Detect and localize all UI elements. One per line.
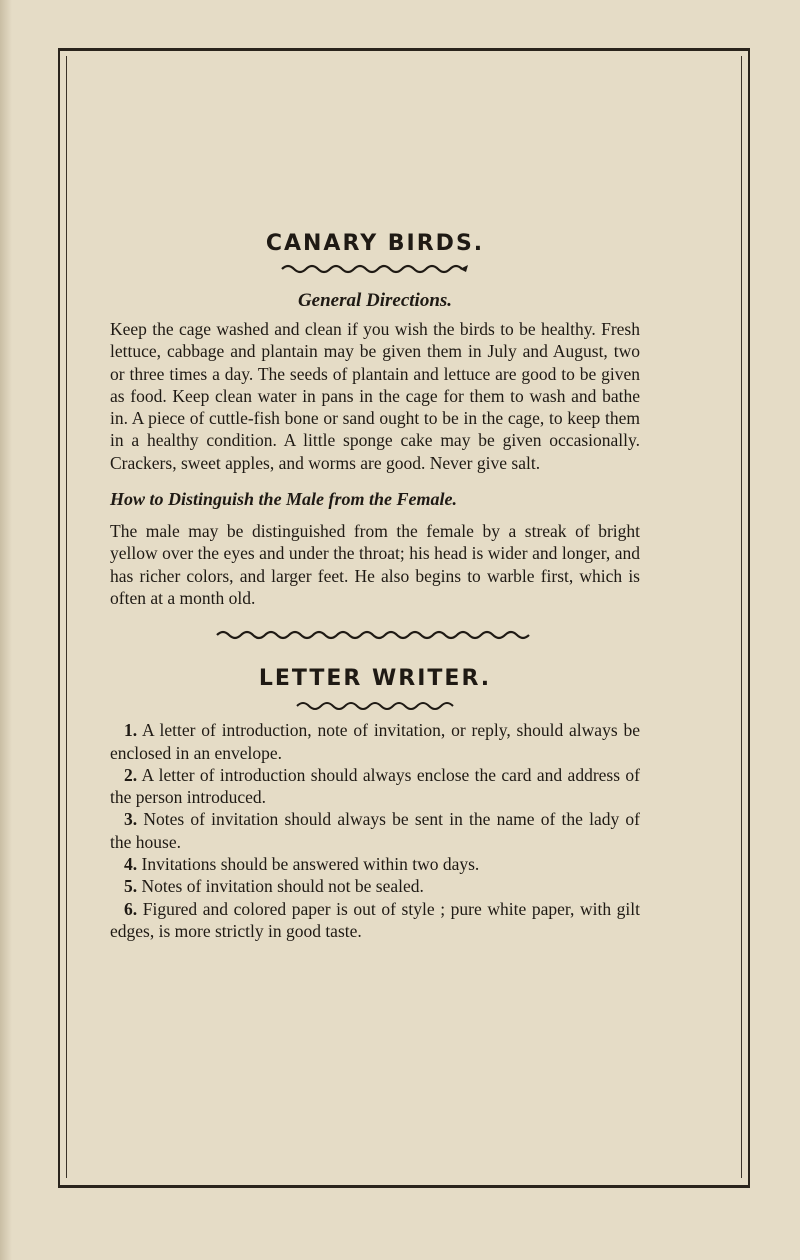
male-female-heading: How to Distinguish the Male from the Female.: [110, 489, 458, 510]
letter-writer-title: LETTER WRITER.: [258, 666, 492, 692]
general-directions-heading: General Directions.: [297, 290, 453, 311]
male-female-text: The male may be distinguished from the female by a streak of bright yellow over the eyes and under the throat; his head is wider and longer, and has richer colors, and larger feet. He also begins to warble first, which is often at a month old.: [110, 521, 640, 608]
page-content: [110, 228, 640, 942]
page-edge-shadow: [0, 0, 12, 1260]
letter-rules-list: [110, 719, 640, 942]
canary-title: CANARY BIRDS.: [265, 231, 485, 256]
list-item: 2. A letter of introduction should always enclose the card and address of the person introduced.: [110, 764, 640, 808]
short-wavy-rule-ornament: [295, 699, 455, 713]
list-item: 6. Figured and colored paper is out of style ; pure white paper, with gilt edges, is more strictly in good taste.: [110, 898, 641, 941]
list-item: 5. Notes of invitation should not be sealed.: [124, 876, 424, 897]
wavy-rule-ornament: [280, 260, 470, 276]
list-item: 1. A letter of introduction, note of invitation, or reply, should always be enclosed in an envelope.: [110, 720, 640, 763]
long-wavy-rule-ornament: [215, 627, 535, 643]
list-item: 4. Invitations should be answered within two days.: [124, 854, 480, 875]
general-directions-text: Keep the cage washed and clean if you wish the birds to be healthy. Fresh lettuce, cabbage and plantain may be given them in July and August, two or three times a day. The seeds of plantain and lettuce are good to be given as food. Keep clean water in pans in the cage for them to wash and bathe in. A piece of cuttle-fish bone or sand ought to be in the cage, to keep them in a healthy condition. A little sponge cake may be given occasionally. Crackers, sweet apples, and worms are good. Never give salt.: [110, 319, 640, 473]
list-item: 3. Notes of invitation should always be sent in the name of the lady of the house.: [110, 809, 641, 852]
